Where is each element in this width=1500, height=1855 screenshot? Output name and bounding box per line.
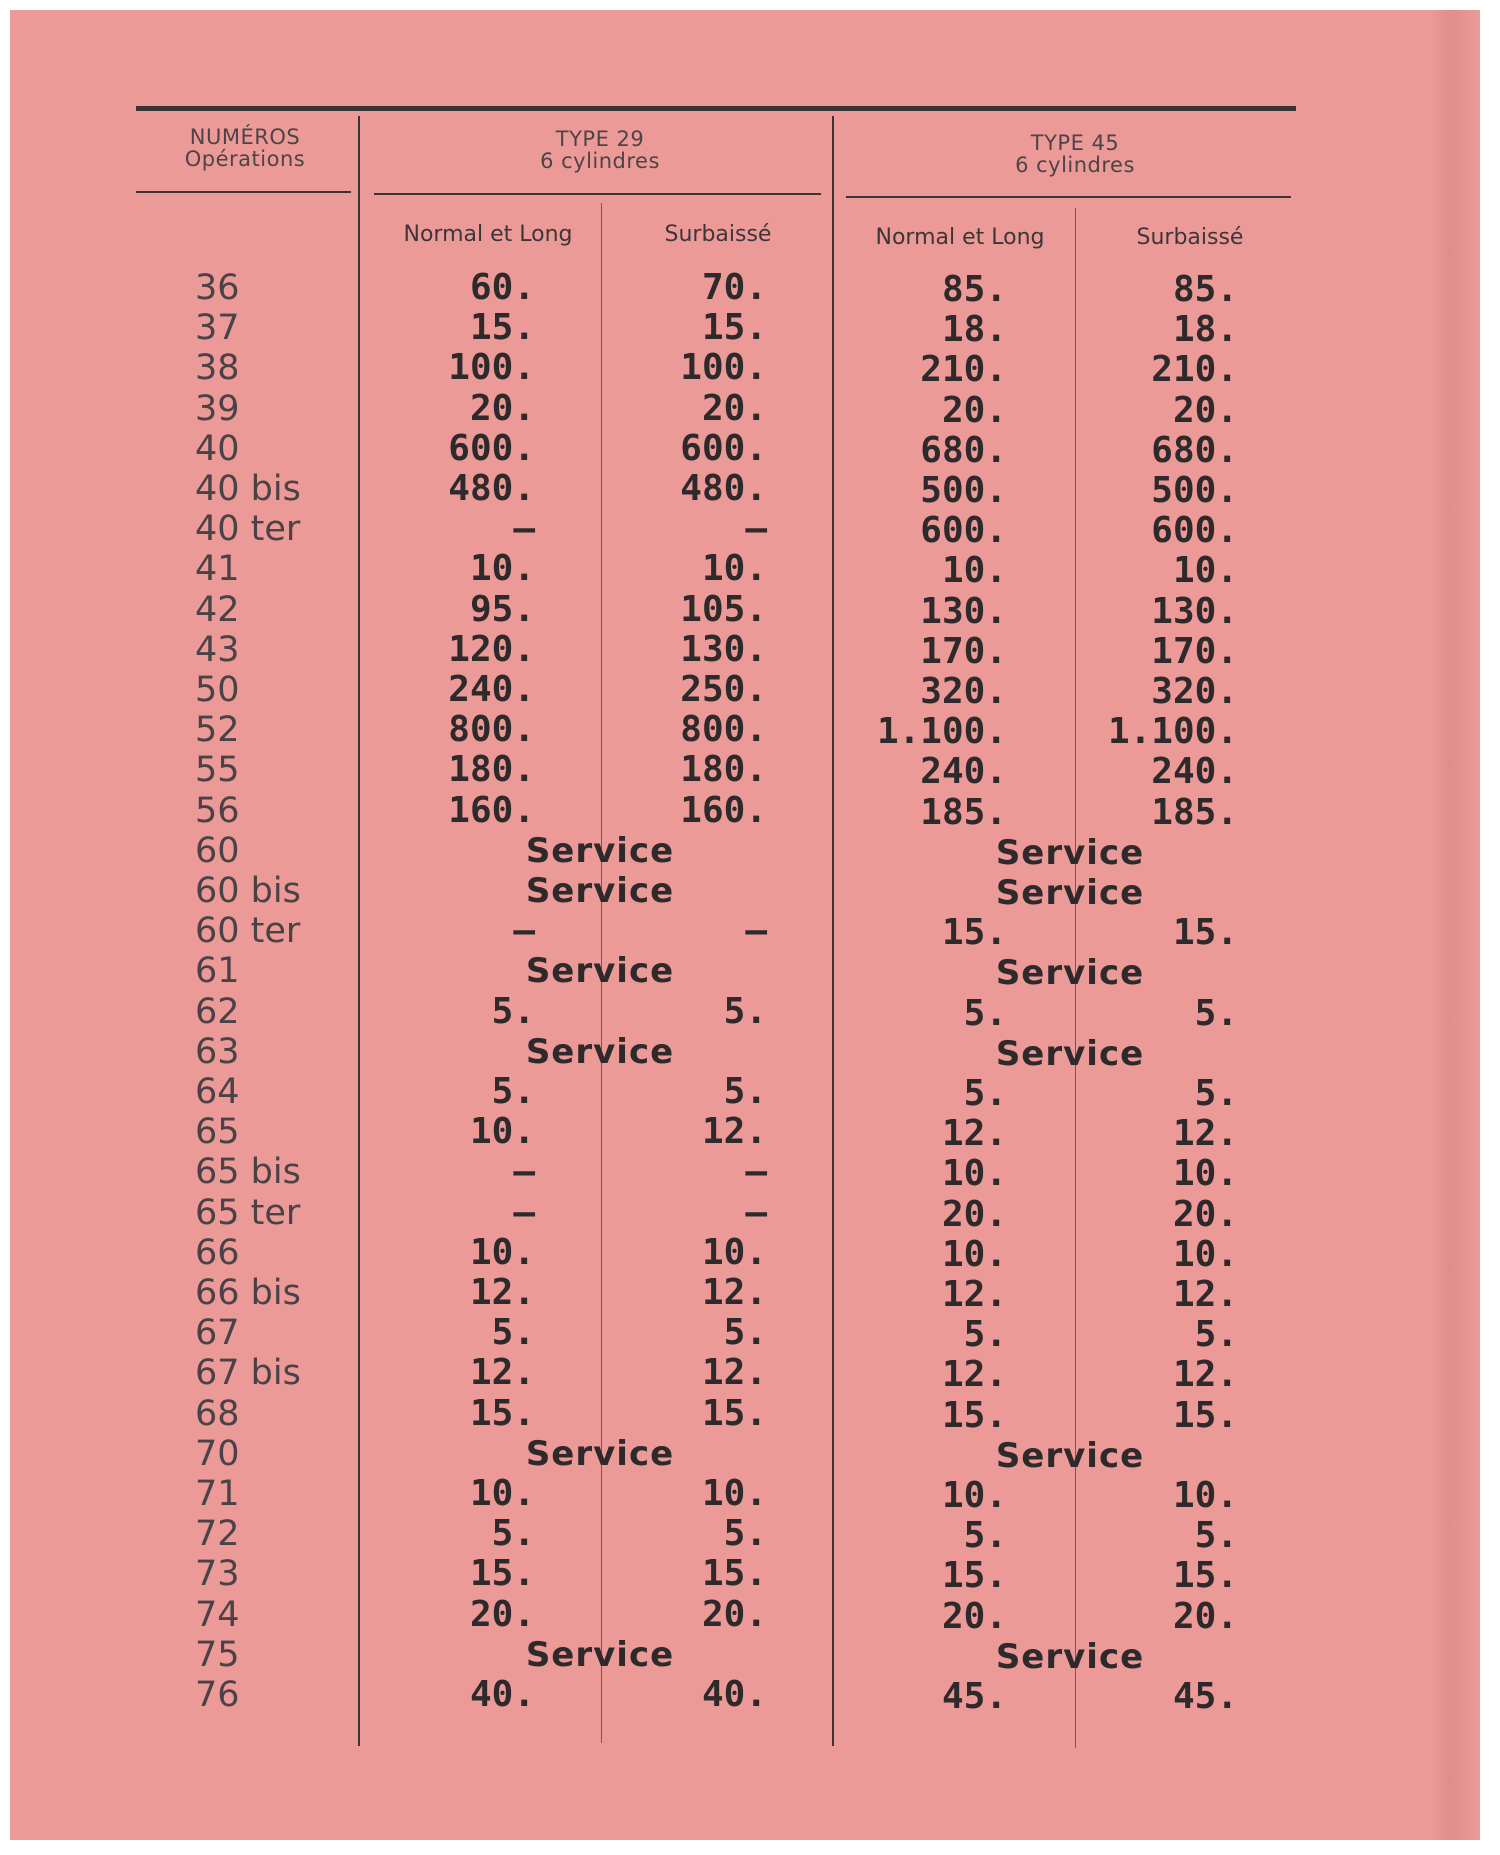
operation-number: 42 — [195, 590, 240, 630]
type29-surbaisse-value: 5. — [723, 991, 767, 1032]
type45-surbaisse-value: 5. — [1194, 1515, 1238, 1556]
type29-normal-long-value: 15. — [469, 307, 535, 348]
type45-header — [955, 132, 1195, 176]
type29-normal-long-value: 15. — [469, 1393, 535, 1434]
type45-service-cell: Service — [995, 953, 1145, 993]
type29-normal-long-value: 60. — [469, 267, 535, 308]
type45-normal-long-value: 600. — [920, 510, 1007, 551]
type29-normal-long-value: 10. — [469, 1111, 535, 1152]
type29-normal-long-value: 800. — [448, 709, 535, 750]
page-fold-shadow — [1430, 10, 1480, 1840]
type29-surbaisse-value: 160. — [680, 790, 767, 831]
type45-surbaisse-value: 210. — [1151, 349, 1238, 390]
type29-normal-long-value: 10. — [469, 1473, 535, 1514]
operation-number: 75 — [195, 1635, 240, 1675]
operation-number: 65 bis — [195, 1152, 301, 1192]
type45-normal-long-value: 20. — [941, 390, 1007, 431]
type29-normal-long-value: 5. — [491, 1513, 535, 1554]
type45-surbaisse-value: 185. — [1151, 792, 1238, 833]
type45-surbaisse-value: 10. — [1172, 1153, 1238, 1194]
type29-surbaisse-value: 5. — [723, 1513, 767, 1554]
type45-normal-long-value: 85. — [941, 269, 1007, 310]
type29-surbaisse-value: — — [745, 1192, 767, 1233]
type45-normal-long-value: 20. — [941, 1596, 1007, 1637]
type29-service-cell: Service — [525, 831, 675, 871]
type29-normal-long-value: 180. — [448, 749, 535, 790]
operation-number: 52 — [195, 710, 240, 750]
type29-surbaisse-value: 130. — [680, 629, 767, 670]
operation-number: 60 ter — [195, 911, 301, 951]
type45-surbaisse-value: 680. — [1151, 430, 1238, 471]
numeros-header — [150, 126, 340, 170]
type29-normal-long-value: 5. — [491, 1312, 535, 1353]
operation-number: 40 ter — [195, 509, 301, 549]
type45-normal-long-header: Normal et Long — [875, 225, 1045, 250]
operation-number: 67 — [195, 1313, 240, 1353]
type45-surbaisse-value: 45. — [1172, 1676, 1238, 1717]
type45-normal-long-value: 185. — [920, 792, 1007, 833]
numeros-label: NUMÉROS — [189, 125, 301, 149]
operation-number: 63 — [195, 1032, 240, 1072]
type29-normal-long-value: 20. — [469, 1594, 535, 1635]
type45-normal-long-value: 680. — [920, 430, 1007, 471]
type29-surbaisse-value: 105. — [680, 589, 767, 630]
type29-surbaisse-value: 15. — [701, 1393, 767, 1434]
type45-surbaisse-value: 10. — [1172, 1234, 1238, 1275]
operation-number: 37 — [195, 308, 240, 348]
type45-normal-long-value: 5. — [963, 1314, 1007, 1355]
type29-normal-long-value: 600. — [448, 428, 535, 469]
type45-service-cell: Service — [995, 873, 1145, 913]
operation-number: 64 — [195, 1072, 240, 1112]
type45-surbaisse-value: 5. — [1194, 1314, 1238, 1355]
type45-normal-long-value: 12. — [941, 1113, 1007, 1154]
type29-normal-long-value: 20. — [469, 388, 535, 429]
type45-surbaisse-value: 20. — [1172, 1596, 1238, 1637]
type29-surbaisse-value: 12. — [701, 1272, 767, 1313]
type29-surbaisse-value: 15. — [701, 307, 767, 348]
type29-normal-long-value: 480. — [448, 468, 535, 509]
type45-normal-long-value: 130. — [920, 591, 1007, 632]
type29-normal-long-value: 12. — [469, 1272, 535, 1313]
operation-number: 40 — [195, 429, 240, 469]
type45-normal-long-value: 210. — [920, 349, 1007, 390]
type29-surbaisse-value: 5. — [723, 1071, 767, 1112]
type29-surbaisse-value: 5. — [723, 1312, 767, 1353]
operation-number: 50 — [195, 670, 240, 710]
type29-normal-long-value: 10. — [469, 548, 535, 589]
type29-normal-long-value: — — [513, 910, 535, 951]
type45-normal-long-value: 15. — [941, 1555, 1007, 1596]
type29-normal-long-value: 5. — [491, 1071, 535, 1112]
operation-number: 73 — [195, 1554, 240, 1594]
type29-header-underline — [374, 193, 821, 195]
type45-service-cell: Service — [995, 1034, 1145, 1074]
operation-number: 60 bis — [195, 871, 301, 911]
operation-number: 74 — [195, 1595, 240, 1635]
type45-normal-long-value: 500. — [920, 470, 1007, 511]
operation-number: 72 — [195, 1514, 240, 1554]
operation-number: 66 bis — [195, 1273, 301, 1313]
type45-subtitle: 6 cylindres — [1015, 153, 1135, 177]
operation-number: 67 bis — [195, 1353, 301, 1393]
type45-surbaisse-value: 15. — [1172, 912, 1238, 953]
type29-normal-long-value: 120. — [448, 629, 535, 670]
type29-surbaisse-value: 100. — [680, 347, 767, 388]
type45-normal-long-value: 45. — [941, 1676, 1007, 1717]
type29-surbaisse-value: 20. — [701, 1594, 767, 1635]
top-rule — [136, 106, 1296, 111]
type45-surbaisse-value: 240. — [1151, 751, 1238, 792]
type45-service-cell: Service — [995, 1637, 1145, 1677]
type29-service-cell: Service — [525, 951, 675, 991]
type45-header-underline — [846, 196, 1291, 198]
type29-surbaisse-value: 180. — [680, 749, 767, 790]
type29-service-cell: Service — [525, 1434, 675, 1474]
type29-subtitle: 6 cylindres — [540, 149, 660, 173]
type45-normal-long-value: 10. — [941, 1234, 1007, 1275]
type29-surbaisse-value: 12. — [701, 1111, 767, 1152]
type29-normal-long-value: — — [513, 508, 535, 549]
type45-surbaisse-value: 12. — [1172, 1354, 1238, 1395]
type45-surbaisse-value: 20. — [1172, 1194, 1238, 1235]
type45-normal-long-value: 15. — [941, 912, 1007, 953]
type29-surbaisse-value: 10. — [701, 548, 767, 589]
type29-normal-long-value: 240. — [448, 669, 535, 710]
type45-normal-long-value: 10. — [941, 1475, 1007, 1516]
operation-number: 68 — [195, 1394, 240, 1434]
type29-normal-long-value: 15. — [469, 1553, 535, 1594]
type45-surbaisse-header: Surbaissé — [1136, 225, 1244, 250]
type29-surbaisse-value: 12. — [701, 1352, 767, 1393]
type29-surbaisse-value: 250. — [680, 669, 767, 710]
type29-normal-long-value: 40. — [469, 1674, 535, 1715]
type29-surbaisse-value: — — [745, 508, 767, 549]
type45-surbaisse-value: 15. — [1172, 1395, 1238, 1436]
type45-surbaisse-value: 320. — [1151, 671, 1238, 712]
type29-surbaisse-header: Surbaissé — [664, 222, 772, 247]
type29-normal-long-value: — — [513, 1151, 535, 1192]
type45-surbaisse-value: 20. — [1172, 390, 1238, 431]
operation-number: 70 — [195, 1434, 240, 1474]
operation-number: 41 — [195, 549, 240, 589]
type29-surbaisse-value: 15. — [701, 1553, 767, 1594]
type45-surbaisse-value: 85. — [1172, 269, 1238, 310]
type45-normal-long-value: 12. — [941, 1274, 1007, 1315]
operation-number: 65 ter — [195, 1193, 301, 1233]
type29-header — [480, 128, 720, 172]
type29-normal-long-value: — — [513, 1192, 535, 1233]
type45-normal-long-value: 1.100. — [876, 711, 1007, 752]
type45-normal-long-value: 170. — [920, 631, 1007, 672]
type45-surbaisse-value: 500. — [1151, 470, 1238, 511]
operation-number: 76 — [195, 1675, 240, 1715]
type45-surbaisse-value: 600. — [1151, 510, 1238, 551]
type29-title: TYPE 29 — [555, 127, 645, 151]
type29-normal-long-value: 10. — [469, 1232, 535, 1273]
type29-surbaisse-value: 20. — [701, 388, 767, 429]
type45-normal-long-value: 10. — [941, 1153, 1007, 1194]
operation-number: 55 — [195, 750, 240, 790]
type45-normal-long-value: 320. — [920, 671, 1007, 712]
type29-surbaisse-value: 800. — [680, 709, 767, 750]
operation-number: 36 — [195, 268, 240, 308]
type45-surbaisse-value: 10. — [1172, 1475, 1238, 1516]
type45-service-cell: Service — [995, 833, 1145, 873]
type45-normal-long-value: 5. — [963, 1515, 1007, 1556]
type29-surbaisse-value: 480. — [680, 468, 767, 509]
operation-number: 39 — [195, 389, 240, 429]
type45-surbaisse-value: 130. — [1151, 591, 1238, 632]
type29-surbaisse-value: 10. — [701, 1473, 767, 1514]
type29-surbaisse-value: — — [745, 1151, 767, 1192]
type45-service-cell: Service — [995, 1436, 1145, 1476]
type45-normal-long-value: 15. — [941, 1395, 1007, 1436]
type45-surbaisse-value: 12. — [1172, 1274, 1238, 1315]
type29-surbaisse-value: 40. — [701, 1674, 767, 1715]
operation-number: 61 — [195, 951, 240, 991]
type29-normal-long-value: 5. — [491, 991, 535, 1032]
type29-surbaisse-value: 600. — [680, 428, 767, 469]
operations-label: Opérations — [184, 147, 306, 171]
type45-normal-long-value: 18. — [941, 309, 1007, 350]
operation-number: 40 bis — [195, 469, 301, 509]
type29-normal-long-value: 12. — [469, 1352, 535, 1393]
operation-number: 66 — [195, 1233, 240, 1273]
type45-surbaisse-value: 1.100. — [1107, 711, 1238, 752]
type45-title: TYPE 45 — [1030, 131, 1120, 155]
type45-normal-long-value: 12. — [941, 1354, 1007, 1395]
numeros-header-underline — [136, 191, 351, 193]
operation-number: 38 — [195, 348, 240, 388]
type29-service-cell: Service — [525, 1635, 675, 1675]
type29-normal-long-value: 160. — [448, 790, 535, 831]
type45-normal-long-value: 10. — [941, 550, 1007, 591]
type29-surbaisse-value: 70. — [701, 267, 767, 308]
type29-normal-long-value: 100. — [448, 347, 535, 388]
type45-surbaisse-value: 10. — [1172, 550, 1238, 591]
operation-number: 65 — [195, 1112, 240, 1152]
type29-normal-long-value: 95. — [469, 589, 535, 630]
type45-normal-long-value: 240. — [920, 751, 1007, 792]
type45-normal-long-value: 20. — [941, 1194, 1007, 1235]
operation-number: 43 — [195, 630, 240, 670]
type45-normal-long-value: 5. — [963, 993, 1007, 1034]
operation-number: 71 — [195, 1474, 240, 1514]
type29-service-cell: Service — [525, 1032, 675, 1072]
operation-number: 62 — [195, 992, 240, 1032]
operation-number: 56 — [195, 791, 240, 831]
type45-surbaisse-value: 5. — [1194, 993, 1238, 1034]
type45-surbaisse-value: 12. — [1172, 1113, 1238, 1154]
type45-surbaisse-value: 15. — [1172, 1555, 1238, 1596]
type45-normal-long-value: 5. — [963, 1073, 1007, 1114]
type29-surbaisse-value: — — [745, 910, 767, 951]
type29-service-cell: Service — [525, 871, 675, 911]
type45-surbaisse-value: 18. — [1172, 309, 1238, 350]
type45-surbaisse-value: 170. — [1151, 631, 1238, 672]
type29-normal-long-header: Normal et Long — [403, 222, 573, 247]
type45-surbaisse-value: 5. — [1194, 1073, 1238, 1114]
type29-surbaisse-value: 10. — [701, 1232, 767, 1273]
operation-number: 60 — [195, 831, 240, 871]
